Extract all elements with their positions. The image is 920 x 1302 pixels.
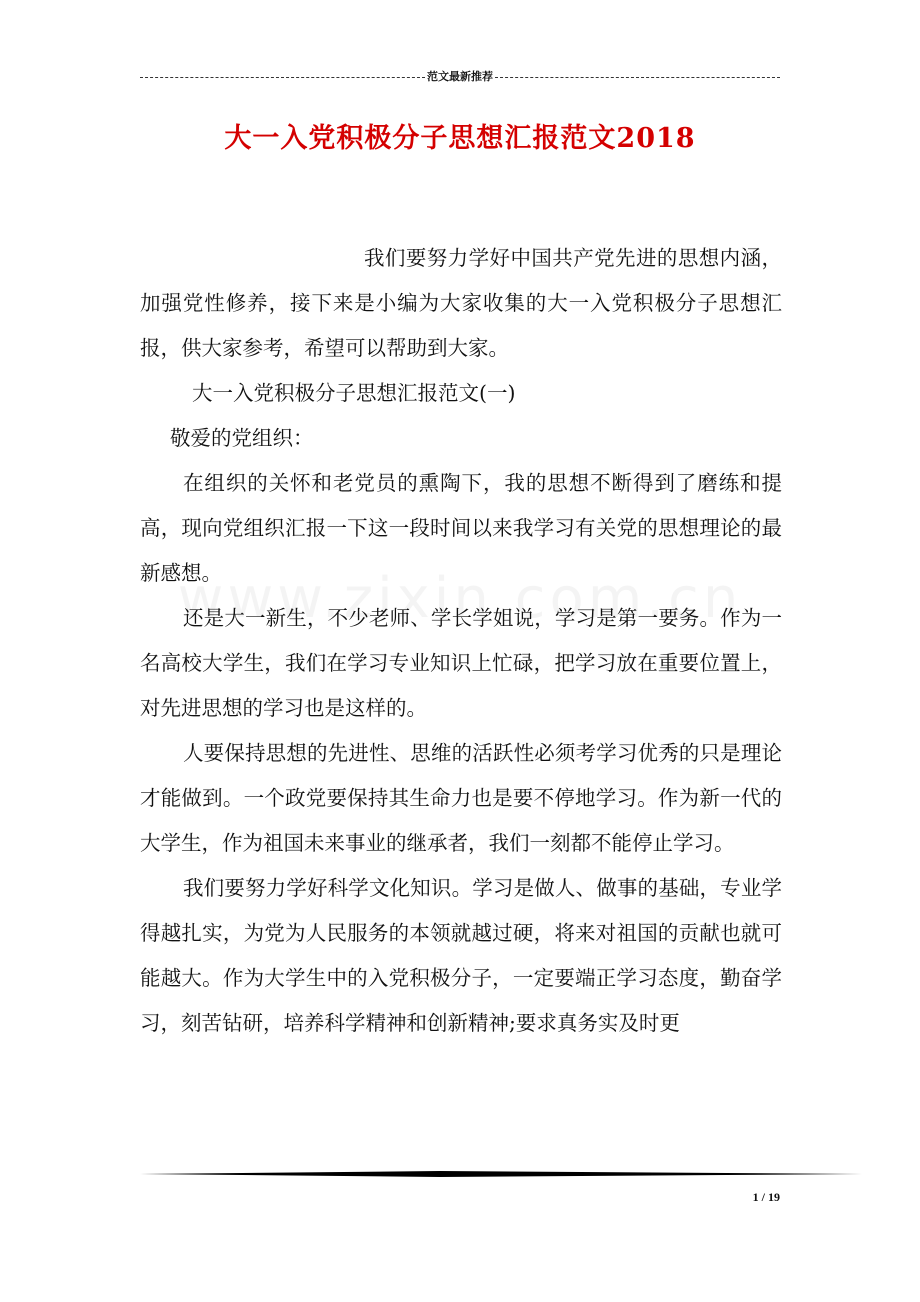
document-title: 大一入党积极分子思想汇报范文2018	[224, 123, 696, 154]
body-paragraph-1: 在组织的关怀和老党员的熏陶下，我的思想不断得到了磨练和提高，现向党组织汇报一下这一段时间以来我学习有关党的思想理论的最新感想。	[140, 471, 782, 585]
section-subtitle: 大一入党积极分子思想汇报范文(一)	[192, 381, 516, 405]
body-paragraph-3: 人要保持思想的先进性、思维的活跃性必须考学习优秀的只是理论才能做到。一个政党要保持其生命力也是要不停地学习。作为新一代的大学生，作为祖国未来事业的继承者，我们一刻都不能停止学习。	[140, 741, 782, 855]
intro-paragraph: 我们要努力学好中国共产党先进的思想内涵，加强党性修养，接下来是小编为大家收集的大一入党积极分子思想汇报，供大家参考，希望可以帮助到大家。	[140, 246, 782, 360]
salutation: 敬爱的党组织：	[170, 426, 314, 450]
page-number: 1 / 19	[752, 1190, 780, 1204]
page-header	[140, 66, 780, 86]
header-dash-right	[495, 77, 780, 78]
header-dash-left	[140, 77, 425, 78]
footer-divider	[140, 1170, 862, 1178]
document-body	[140, 236, 782, 1046]
body-paragraph-4: 我们要努力学好科学文化知识。学习是做人、做事的基础，专业学得越扎实，为党为人民服务的本领就越过硬，将来对祖国的贡献也就可能越大。作为大学生中的入党积极分子，一定要端正学习态度，勤奋学习，刻苦钻研，培养科学精神和创新精神;要求真务实及时更	[140, 876, 782, 1035]
header-label: 范文最新推荐	[427, 70, 493, 83]
body-paragraph-2: 还是大一新生，不少老师、学长学姐说，学习是第一要务。作为一名高校大学生，我们在学习专业知识上忙碌，把学习放在重要位置上，对先进思想的学习也是这样的。	[140, 606, 782, 720]
